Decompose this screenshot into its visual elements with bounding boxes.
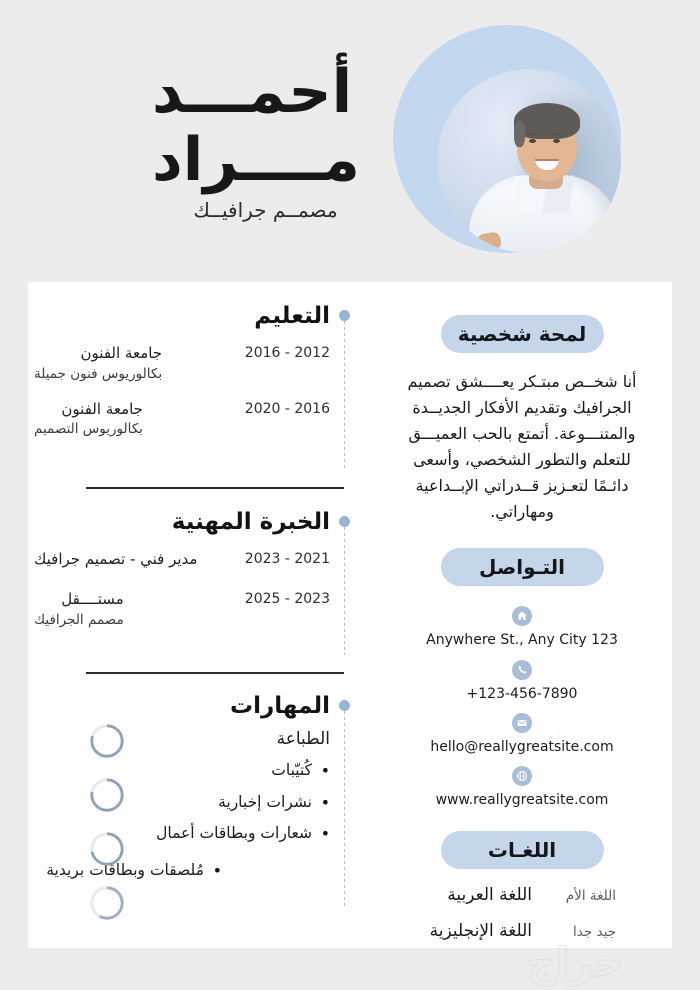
skills-title: المهارات [230,693,330,719]
portrait-eye-left [529,139,536,143]
timeline-dot-icon [339,516,350,527]
education-entry [34,399,352,440]
languages-title-pill: اللغـات [441,831,604,869]
experience-date: 2023 - 2021 [244,551,330,568]
education-entry-body [34,343,162,384]
education-title: التعليم [254,303,330,329]
watermark-label: حراج [526,940,624,986]
education-entry-body [34,399,143,440]
section-divider [86,672,344,674]
contact-address-value: Anywhere St., Any City 123 [426,632,618,649]
cv-body-card [28,282,672,948]
experience-entry [34,589,352,630]
avatar [437,69,621,253]
language-level: اللغة الأم [565,888,616,905]
left-column [28,282,368,948]
language-name: اللغة العربية [447,885,532,906]
profile-title-pill: لمحة شخصية [441,315,604,353]
education-institution: جامعة الفنون [80,344,163,363]
section-experience [34,510,352,630]
education-degree: بكالوريوس التصميم [34,421,143,438]
language-level: جيد جدا [573,924,616,941]
experience-entry [34,549,352,571]
skill-list-item: • مُلصقات وبطاقات بريدية [34,859,222,882]
right-column [372,282,672,948]
portrait-brow-left [527,133,538,136]
contact-website-value: www.reallygreatsite.com [435,792,609,808]
phone-icon [512,660,532,680]
contact-row-address[interactable] [372,600,672,649]
full-name-line-1: أحمـــد [152,57,353,127]
contact-row-email[interactable] [372,707,672,756]
education-date: 2016 - 2012 [244,345,330,362]
language-name: اللغة الإنجليزية [429,921,532,942]
experience-company: مصمم الجرافيك [34,611,124,628]
cv-header [0,0,700,282]
section-skills [34,694,352,890]
skill-ring-icon [88,830,126,868]
profile-body-text: أنا شخــص مبتـكر يعــــشق تصميم الجرافيك وتقديم الأفكار الجديــدة والمتنـــوعة. أتمتع بالحب العميـــق للتعلم والتطور الشخصي، وأسعى دائـمًا لتعـزيز قــدراتي الإبــداعية ومهاراتي. [407,372,637,521]
portrait-eye-right [553,139,560,143]
job-title: مصمــم جرافيــك [193,198,338,222]
section-languages [372,831,672,941]
skill-list-item: • نشرات إخبارية [34,791,330,814]
contact-title-pill: التـواصل [441,548,604,586]
portrait-brow-right [551,133,562,136]
experience-entry-body [34,549,197,571]
languages-list [372,885,672,941]
skill-ring-icon [88,722,126,760]
skills-subtitle: الطباعة [276,729,330,750]
contact-email-value: hello@reallygreatsite.com [430,738,614,755]
section-profile [372,282,672,524]
education-entry [34,343,352,384]
contact-phone-value: +123-456-7890 [466,685,578,702]
globe-icon [512,766,532,786]
education-date: 2020 - 2016 [244,400,330,417]
skill-list-item: • كُتيّبات [34,759,330,782]
section-divider [86,487,344,489]
skill-list-item: • شعارات وبطاقات أعمال [34,822,330,845]
full-name-line-2: مــــراد [152,125,360,195]
education-degree: بكالوريوس فنون جميلة [34,366,163,383]
section-contact [372,548,672,809]
skill-rings-group [66,722,126,938]
skill-ring-icon [88,776,126,814]
skill-ring-icon [88,884,126,922]
experience-role: مستــــقل [61,590,124,609]
experience-role: مدير فني - تصميم جرافيك [34,550,198,569]
language-row [372,921,672,941]
experience-title: الخبرة المهنية [171,509,330,535]
profile-photo-group [393,25,621,253]
contact-list [372,600,672,809]
contact-row-phone[interactable] [372,654,672,703]
education-institution: جامعة الفنون [61,399,143,418]
language-row [372,885,672,905]
timeline-dot-icon [339,310,350,321]
timeline-dot-icon [339,700,350,711]
experience-date: 2025 - 2023 [244,591,330,608]
email-icon [512,713,532,733]
section-education [34,304,352,440]
portrait-sideburn [514,121,525,147]
contact-row-website[interactable] [372,760,672,809]
experience-entry-body [34,589,124,630]
home-icon [512,606,532,626]
